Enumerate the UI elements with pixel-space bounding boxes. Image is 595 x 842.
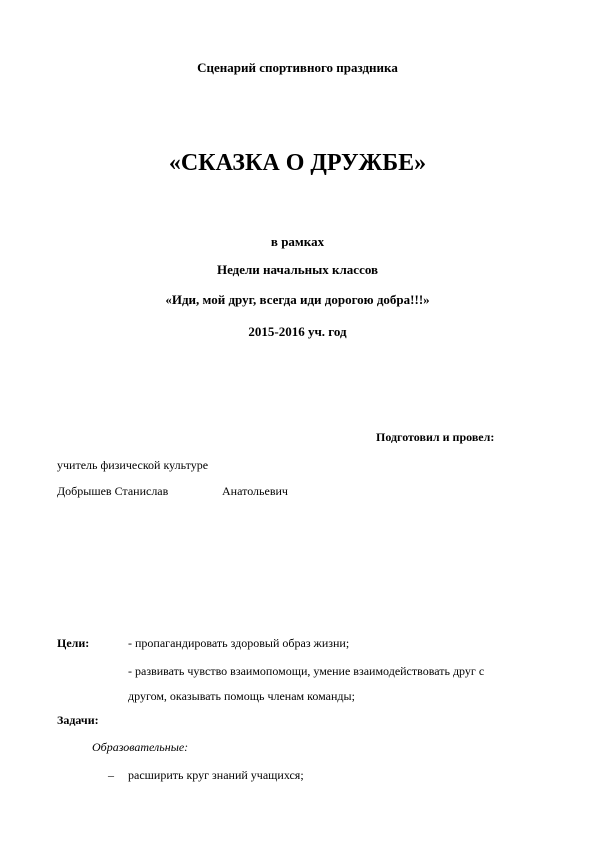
document-subtitle: Сценарий спортивного праздника [197,60,398,75]
event-motto: «Иди, мой друг, всегда иди дорогою добра!!!» [165,292,430,307]
prepared-by-label: Подготовил и провел: [376,430,495,444]
school-year: 2015-2016 уч. год [248,324,347,339]
author-role: учитель физической культуре [57,458,209,472]
author-name: Добрышев Станислав [57,484,169,498]
document-title: «СКАЗКА О ДРУЖБЕ» [168,150,427,176]
goals-label: Цели: [57,636,90,650]
tasks-label: Задачи: [57,713,99,727]
author-patronymic: Анатольевич [222,484,288,498]
framing-line: в рамках [270,234,325,249]
goal-item: - развивать чувство взаимопомощи, умение взаимодействовать друг с [128,664,485,678]
goal-item: - пропагандировать здоровый образ жизни; [128,636,350,650]
list-dash: – [108,768,114,782]
educational-tasks-label: Образовательные: [92,740,189,754]
event-week: Недели начальных классов [216,262,379,277]
task-item: расширить круг знаний учащихся; [128,768,304,782]
goal-item-continuation: другом, оказывать помощь членам команды; [128,689,355,703]
